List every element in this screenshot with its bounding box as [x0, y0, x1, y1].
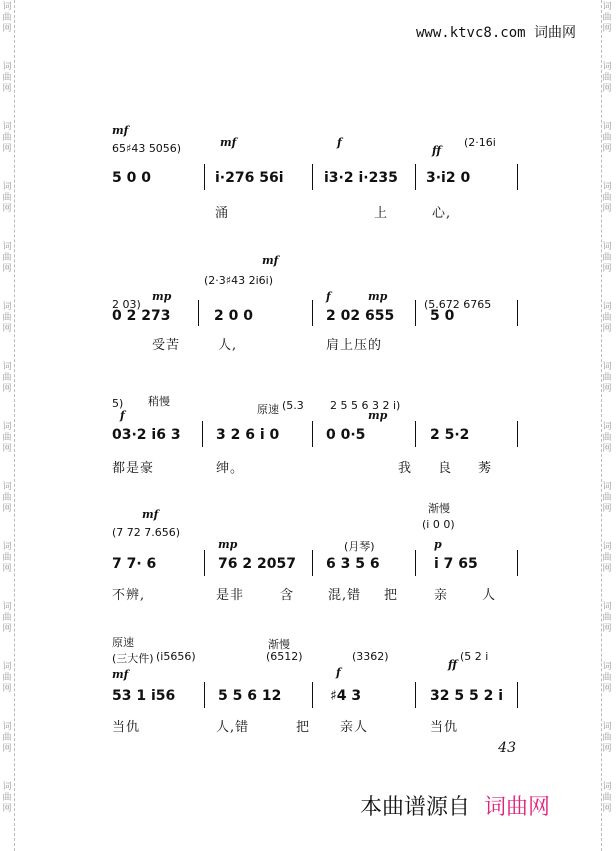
- notation-measure: 5 0 0: [112, 170, 151, 186]
- lyric: 含: [280, 588, 295, 603]
- score-system-4: [112, 500, 522, 610]
- notation-measure: 5 0: [430, 308, 455, 324]
- watermark-glyphs: 词 曲 网: [602, 662, 612, 694]
- watermark-glyphs: 词 曲 网: [602, 782, 612, 814]
- watermark-glyphs: 词 曲 网: [2, 422, 12, 454]
- barline: [517, 164, 518, 190]
- watermark-glyphs: 词 曲 网: [602, 62, 612, 94]
- upper-line: (6512): [266, 650, 303, 663]
- watermark-glyphs: 词 曲 网: [602, 302, 612, 334]
- watermark-glyphs: 词 曲 网: [602, 482, 612, 514]
- lyric: 人,错: [216, 720, 250, 735]
- lyric: 亲人: [340, 720, 369, 735]
- upper-line: (5 2 i: [460, 650, 489, 663]
- notation-measure: 2 02 655: [326, 308, 395, 324]
- dynamic-mark: f: [120, 409, 125, 422]
- barline: [415, 421, 416, 447]
- footer-brand: 词曲网: [484, 795, 551, 820]
- barline: [312, 682, 313, 708]
- notation-measure: 5 5 6 12: [218, 688, 282, 704]
- lyric: 人: [482, 588, 497, 603]
- lyric: 把: [384, 588, 399, 603]
- tempo-mark: 原速: [257, 403, 279, 416]
- notation-measure: 6 3 5 6: [326, 556, 380, 572]
- dynamic-mark: ff: [432, 144, 442, 157]
- barline: [204, 164, 205, 190]
- barline: [415, 300, 416, 326]
- notation-measure: i 7 65: [434, 556, 478, 572]
- lyric: 肩上压的: [326, 338, 383, 353]
- upper-line: (2·16i: [464, 136, 496, 149]
- lyric: 人,: [218, 338, 238, 353]
- watermark-glyphs: 词 曲 网: [2, 602, 12, 634]
- barline: [312, 421, 313, 447]
- barline: [312, 550, 313, 576]
- watermark-glyphs: 词 曲 网: [2, 482, 12, 514]
- notation-measure: 76 2 2057: [218, 556, 296, 572]
- upper-line: (5.672 6765: [424, 298, 492, 311]
- upper-line: 2 03): [112, 298, 141, 311]
- watermark-glyphs: 词 曲 网: [602, 182, 612, 214]
- upper-line: 2 5 5 6 3 2 i): [330, 399, 401, 412]
- score-system-5: [112, 632, 522, 742]
- dynamic-mark: mp: [218, 538, 238, 551]
- watermark-glyphs: 词 曲 网: [2, 662, 12, 694]
- notation-measure: i3·2 i·235: [324, 170, 398, 186]
- lyric: 当仇: [112, 720, 141, 735]
- source-footer: [360, 790, 550, 821]
- upper-line: (2·3♯43 2i6i): [204, 274, 274, 287]
- watermark-glyphs: 词 曲 网: [2, 302, 12, 334]
- barline: [198, 300, 199, 326]
- watermark-glyphs: 词 曲 网: [2, 122, 12, 154]
- dynamic-mark: mf: [262, 254, 279, 267]
- watermark-glyphs: 词 曲 网: [602, 122, 612, 154]
- tempo-mark: 渐慢: [428, 502, 450, 515]
- lyric: 莠: [478, 461, 493, 476]
- watermark-glyphs: 词 曲 网: [602, 602, 612, 634]
- tempo-mark: 渐慢: [268, 638, 290, 651]
- barline: [517, 421, 518, 447]
- watermark-glyphs: 词 曲 网: [602, 2, 612, 34]
- upper-line: (i 0 0): [422, 518, 455, 531]
- watermark-glyphs: 词 曲 网: [602, 362, 612, 394]
- watermark-glyphs: 词 曲 网: [2, 782, 12, 814]
- notation-measure: 03·2 i6 3: [112, 427, 181, 443]
- watermark-glyphs: 词 曲 网: [602, 542, 612, 574]
- barline: [415, 550, 416, 576]
- watermark-glyphs: 词 曲 网: [2, 62, 12, 94]
- notation-measure: i·276 56i: [215, 170, 284, 186]
- score-system-3: [112, 385, 522, 485]
- dynamic-mark: mf: [112, 668, 129, 681]
- notation-measure: ♯4 3: [330, 688, 362, 704]
- barline: [204, 682, 205, 708]
- dynamic-mark: mp: [368, 409, 388, 422]
- dynamic-mark: p: [434, 538, 442, 551]
- barline: [312, 164, 313, 190]
- barline: [517, 682, 518, 708]
- watermark-glyphs: 词 曲 网: [2, 182, 12, 214]
- lyric: 受苦: [152, 338, 181, 353]
- lyric: 我: [398, 461, 413, 476]
- dynamic-mark: mf: [220, 136, 237, 149]
- upper-line: 65♯43 5056): [112, 142, 182, 155]
- lyric: 良: [438, 461, 453, 476]
- upper-line: (5.3: [282, 399, 304, 412]
- lyric: 上: [374, 206, 389, 221]
- page-number: 43: [498, 740, 516, 756]
- notation-measure: 7 7· 6: [112, 556, 157, 572]
- watermark-glyphs: 词 曲 网: [2, 362, 12, 394]
- watermark-glyphs: 词 曲 网: [2, 242, 12, 274]
- footer-text: 本曲谱源自: [360, 795, 471, 820]
- notation-measure: 2 0 0: [214, 308, 253, 324]
- barline: [312, 300, 313, 326]
- lyric: 心,: [432, 206, 452, 221]
- lyric: 是非: [216, 588, 245, 603]
- barline: [204, 550, 205, 576]
- tempo-mark: 原速: [112, 636, 134, 649]
- lyric: 混,错: [328, 588, 362, 603]
- tempo-mark: 稍慢: [148, 395, 170, 408]
- upper-line: (三大件): [112, 652, 154, 665]
- notation-measure: 0 0·5: [326, 427, 366, 443]
- lyric: 把: [296, 720, 311, 735]
- barline: [517, 550, 518, 576]
- dynamic-mark: mf: [142, 508, 159, 521]
- barline: [415, 682, 416, 708]
- notation-measure: 0 2 273: [112, 308, 171, 324]
- notation-measure: 3 2 6 i 0: [216, 427, 280, 443]
- notation-measure: 3·i2 0: [426, 170, 471, 186]
- watermark-glyphs: 词 曲 网: [602, 422, 612, 454]
- lyric: 当仇: [430, 720, 459, 735]
- lyric: 绅。: [216, 461, 245, 476]
- barline: [202, 421, 203, 447]
- lyric: 都是豪: [112, 461, 155, 476]
- notation-measure: 32 5 5 2 i: [430, 688, 504, 704]
- dynamic-mark: ff: [448, 658, 458, 671]
- watermark-glyphs: 词 曲 网: [2, 722, 12, 754]
- upper-line: (3362): [352, 650, 389, 663]
- watermark-glyphs: 词 曲 网: [602, 242, 612, 274]
- lyric: 不辨,: [112, 588, 146, 603]
- dynamic-mark: mp: [368, 290, 388, 303]
- watermark-glyphs: 词 曲 网: [602, 722, 612, 754]
- site-header: www.ktvc8.com 词曲网: [415, 25, 576, 41]
- dynamic-mark: f: [336, 666, 341, 679]
- score-system-2: [112, 250, 522, 360]
- notation-measure: 2 5·2: [430, 427, 470, 443]
- watermark-glyphs: 词 曲 网: [2, 542, 12, 574]
- dynamic-mark: mf: [112, 124, 129, 137]
- lyric: 涌: [215, 206, 230, 221]
- barline: [415, 164, 416, 190]
- dynamic-mark: f: [326, 290, 331, 303]
- upper-line: (i5656): [156, 650, 196, 663]
- watermark-glyphs: 词 曲 网: [2, 2, 12, 34]
- notation-measure: 53 1 i56: [112, 688, 176, 704]
- barline: [517, 300, 518, 326]
- upper-line: 5): [112, 397, 124, 410]
- score-system-1: [112, 120, 522, 230]
- dynamic-mark: mp: [152, 290, 172, 303]
- upper-line: (7 72 7.656): [112, 526, 181, 539]
- dynamic-mark: f: [337, 136, 342, 149]
- lyric: 亲: [434, 588, 449, 603]
- upper-line: (月琴): [344, 540, 375, 553]
